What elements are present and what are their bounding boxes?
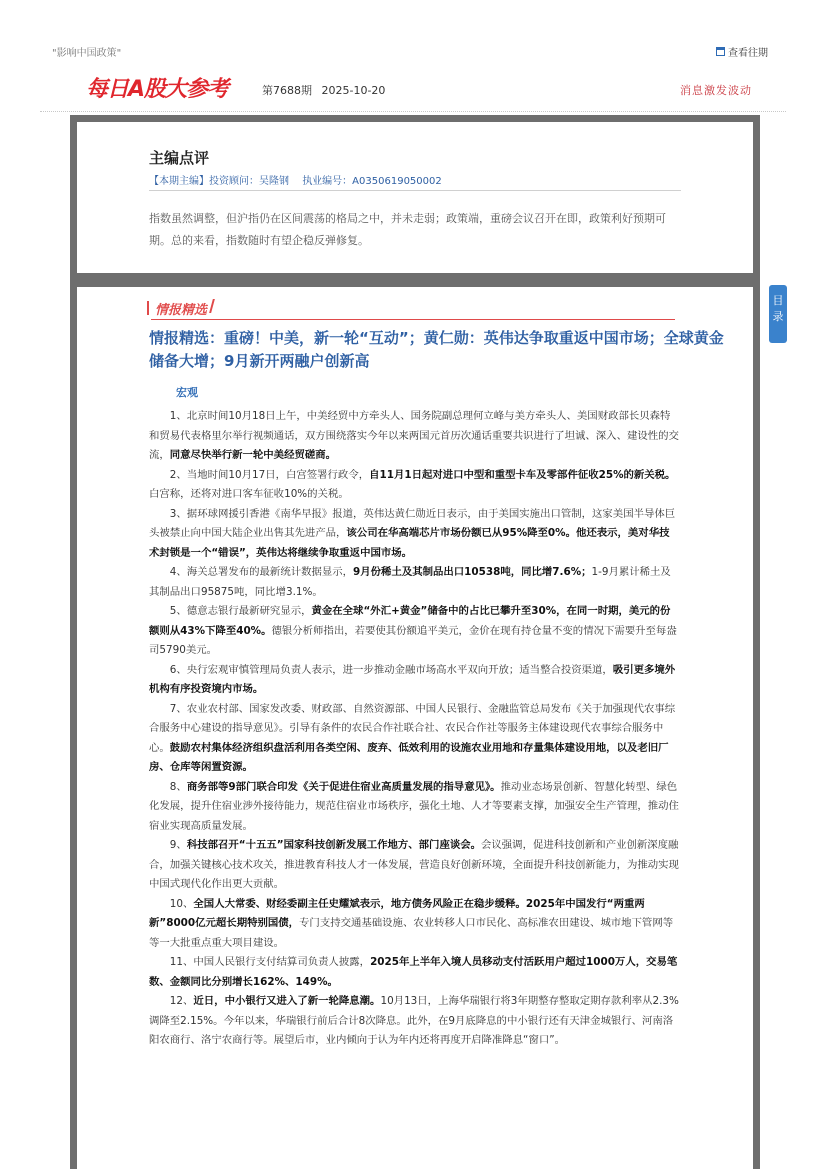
news-item-plain: 10、 [169, 897, 194, 910]
news-item-bold: 商务部等9部门联合印发《关于促进住宿业高质量发展的指导意见》。 [186, 780, 501, 793]
license-number: 执业编号：A0350619050002 [302, 176, 442, 187]
section-header [151, 297, 675, 320]
news-item-plain: 1、北京时间10月18日上午，中美经贸中方牵头人、国务院副总理何立峰与美方牵头人、美国财政部长贝森特和贸易代表格里尔举行视频通话，双方围绕落实今年以来两国元首历次通话重要共识进行了坦诚、深入、建设性的交流， [149, 410, 679, 461]
issue-date: 2025-10-20 [321, 84, 386, 97]
news-item [149, 563, 679, 602]
news-item-plain: 5、德意志银行最新研究显示， [169, 605, 312, 617]
news-item-plain: 11、中国人民银行支付结算司负责人披露， [169, 956, 371, 968]
slogan: 消息激发波动 [680, 84, 752, 97]
history-label: 查看往期 [728, 48, 768, 59]
news-item [149, 602, 679, 661]
news-item-bold: 近日，中小银行又进入了新一轮降息潮。 [193, 995, 381, 1007]
logo: 每日A股大参考 [86, 77, 229, 102]
news-list [149, 407, 679, 1051]
news-item-plain: 4、海关总署发布的最新统计数据显示， [169, 566, 354, 578]
news-item-tail: 德银分析师指出，若要使其份额追平美元，金价在现有持仓量不变的情况下需要升至每盎司5790美元。 [149, 624, 677, 656]
news-item [149, 992, 679, 1051]
section-tab: 情报精选 [151, 299, 207, 318]
news-item-tail: 1-9月累计稀土及其制品出口95875吨，同比增3.1%。 [149, 566, 671, 598]
news-item-bold: 2025年上半年入境人员移动支付活跃用户超过1000万人，交易笔数、金额同比分别增长162%、149%。 [149, 956, 678, 988]
history-link[interactable] [716, 44, 768, 59]
news-item-plain: 6、央行宏观审慎管理局负责人表示，进一步推动金融市场高水平双向开放；适当整合投资渠道， [169, 663, 613, 676]
top-bar [0, 0, 826, 100]
header-divider [40, 111, 786, 112]
news-item-tail: 会议强调，促进科技创新和产业创新深度融合，加强关键核心技术攻关，推进教育科技人才一体发展，营造良好创新环境，全面提升科技创新能力，为推动实现中国式现代化作出更大贡献。 [149, 839, 679, 890]
news-item [149, 778, 679, 837]
subsection-title: 宏观 [176, 386, 198, 399]
news-item-tail: 白宫称，还将对进口客车征收10%的关税。 [149, 488, 349, 500]
toc-button[interactable]: 目录 [769, 285, 787, 343]
news-item-bold: 科技部召开“十五五”国家科技创新发展工作地方、部门座谈会。 [186, 839, 482, 851]
news-item-tail: 专门支持交通基础设施、农业转移人口市民化、高标准农田建设、城市地下管网等等一大批重点重大项目建设。 [149, 917, 674, 949]
news-item [149, 953, 679, 992]
intel-panel [77, 287, 753, 1169]
news-item [149, 661, 679, 700]
news-item-plain: 7、农业农村部、国家发改委、财政部、自然资源部、中国人民银行、金融监管总局发布《关于加强现代农事综合服务中心建设的指导意见》。引导有条件的农民合作社联合社、农民合作社等服务主体建设现代农事综合服务中心。 [149, 702, 676, 754]
issue-info [262, 82, 391, 98]
news-item [149, 836, 679, 895]
news-item-plain: 3、据环球网援引香港《南华早报》报道，英伟达黄仁勋近日表示，由于美国实施出口管制，这家美国半导体巨头被禁止向中国大陆企业出售其先进产品， [149, 507, 676, 539]
news-item-bold: 自11月1日起对进口中型和重型卡车及零部件征收25%的新关税。 [369, 468, 676, 481]
news-item [149, 407, 679, 466]
news-item-bold: 全国人大常委、财经委副主任史耀斌表示，地方债务风险正在稳步缓释。2025年中国发行“两重两新”8000亿元超长期特别国债， [149, 897, 645, 929]
news-item-bold: 该公司在华高端芯片市场份额已从95%降至0%。他还表示，美对华技术封锁是一个“错误”，英伟达将继续争取重返中国市场。 [149, 527, 670, 559]
news-item-bold: 黄金在全球“外汇+黄金”储备中的占比已攀升至30%，在同一时期，美元的份额则从43%下降至40%。 [149, 605, 671, 637]
news-item [149, 466, 679, 505]
news-item-bold: 吸引更多境外机构有序投资境内市场。 [149, 663, 676, 695]
news-item-bold: 鼓励农村集体经济组织盘活利用各类空闲、废弃、低效利用的设施农业用地和存量集体建设用地，以及老旧厂房、仓库等闲置资源。 [149, 741, 669, 773]
calendar-icon [716, 47, 725, 56]
editor-info: 【本期主编】投资顾问：吴隆钢 [149, 176, 289, 187]
news-item-plain: 12、 [169, 995, 194, 1007]
news-item-plain: 8、 [169, 780, 187, 793]
news-item [149, 895, 679, 954]
news-item-plain: 2、当地时间10月17日，白宫签署行政令， [169, 468, 370, 481]
editorial-panel [77, 122, 753, 273]
news-item-bold: 9月份稀土及其制品出口10538吨，同比增7.6%； [353, 566, 592, 578]
news-item-tail: 10月13日，上海华瑞银行将3年期整存整取定期存款利率从2.3%调降至2.15%。今年以来，华瑞银行前后合计8次降息。此外，在9月底降息的中小银行还有天津金城银行、河南洛阳农商行、洛宁农商行等。展望后市，业内倾向于认为年内还将再度开启降准降息“窗口”。 [149, 995, 679, 1046]
editorial-meta [149, 172, 452, 187]
news-item [149, 505, 679, 564]
news-item-plain: 9、 [169, 839, 187, 851]
news-item [149, 700, 679, 778]
headline: 情报精选：重磅！中美，新一轮“互动”；黄仁勋：英伟达争取重返中国市场；全球黄金储备大增；9月新开两融户创新高 [149, 329, 724, 370]
editorial-frame [70, 115, 760, 280]
news-item-tail: 推动业态场景创新、智慧化转型、绿色化发展，提升住宿业涉外接待能力，规范住宿业市场秩序，强化土地、人才等要素支撑，加强安全生产管理，推动住宿业实现高质量发展。 [149, 780, 679, 832]
editorial-text: 指数虽然调整，但沪指仍在区间震荡的格局之中，并未走弱；政策端，重磅会议召开在即，政策利好预期可期。总的来看，指数随时有望企稳反弹修复。 [149, 212, 666, 247]
editorial-title: 主编点评 [149, 149, 210, 167]
news-item-bold: 同意尽快举行新一轮中美经贸磋商。 [169, 449, 337, 461]
editorial-divider [149, 190, 681, 191]
intel-frame [70, 280, 760, 1169]
issue-number: 第7688期 [262, 84, 312, 97]
tagline: "影响中国政策" [52, 48, 122, 59]
